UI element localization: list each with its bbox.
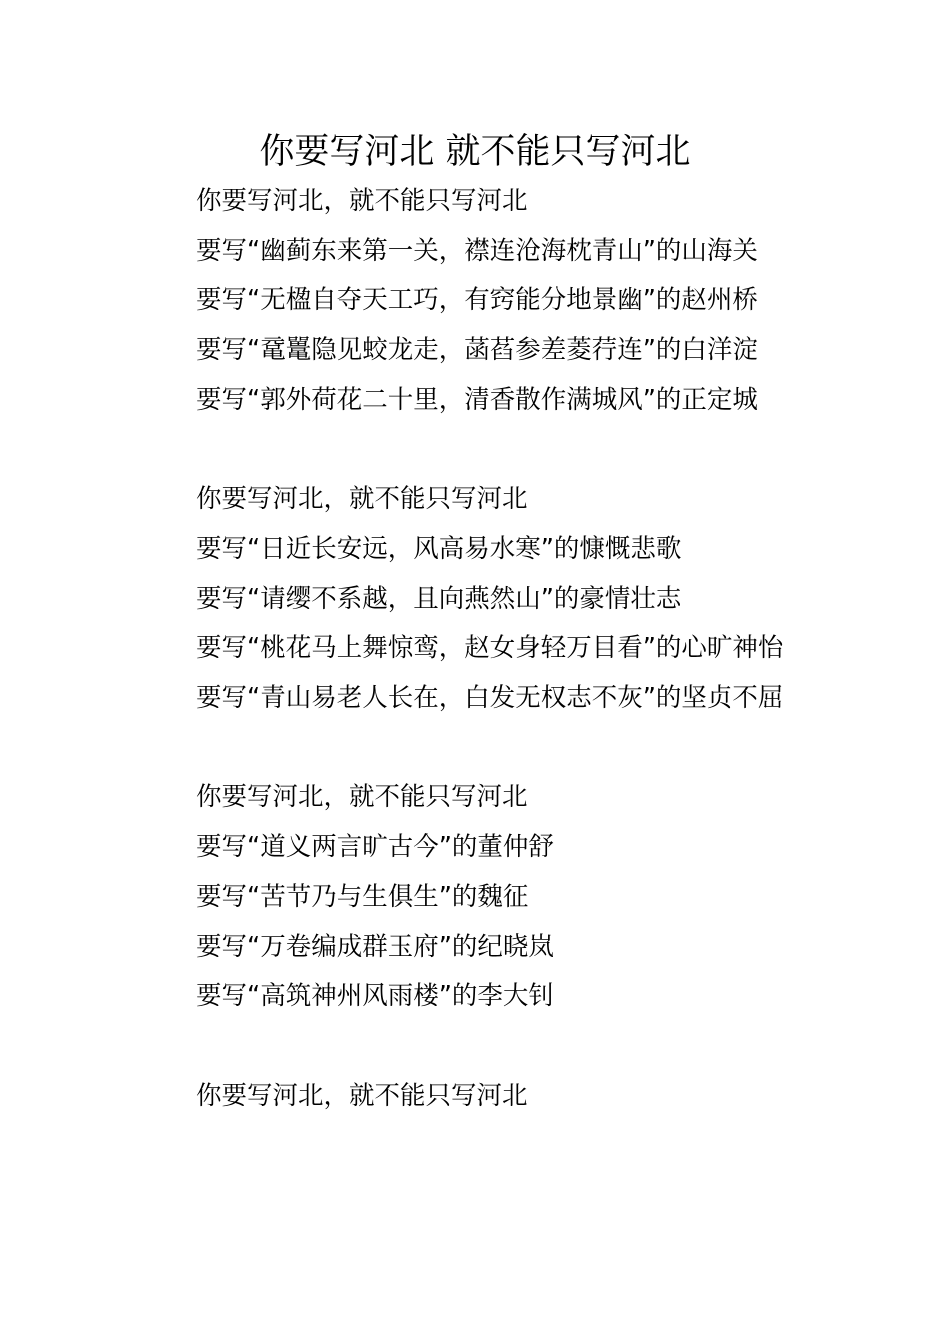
poem-line: 你要写河北，就不能只写河北 (196, 782, 528, 813)
poem-line: 你要写河北，就不能只写河北 (196, 484, 528, 515)
poem-line: 要写“桃花马上舞惊鸾，赵女身轻万目看”的心旷神怡 (196, 633, 784, 664)
poem-line: 要写“高筑神州风雨楼”的李大钊 (196, 981, 554, 1012)
poem-line: 要写“郭外荷花二十里，清香散作满城风”的正定城 (196, 384, 758, 415)
poem-line: 要写“青山易老人长在，白发无权志不灰”的坚贞不屈 (196, 683, 784, 714)
poem-line: 要写“无楹自夺天工巧，有窍能分地景幽”的赵州桥 (196, 285, 758, 316)
stanza-4 (145, 1072, 810, 1122)
poem-body (145, 177, 810, 1121)
page-title: 你要写河北 就不能只写河北 (259, 132, 691, 172)
poem-line: 你要写河北，就不能只写河北 (196, 1080, 528, 1111)
poem-line: 要写“请缨不系越，且向燕然山”的豪情壮志 (196, 583, 682, 614)
stanza-spacer (145, 724, 810, 774)
stanza-1 (145, 177, 810, 426)
stanza-spacer (145, 426, 810, 476)
poem-line: 要写“苦节乃与生俱生”的魏征 (196, 881, 529, 912)
poem-line: 要写“鼋鼍隐见蛟龙走，菡萏参差菱荇连”的白洋淀 (196, 335, 758, 366)
poem-line: 要写“幽蓟东来第一关，襟连沧海枕青山”的山海关 (196, 235, 758, 266)
poem-line: 要写“道义两言旷古今”的董仲舒 (196, 832, 554, 863)
poem-line: 要写“日近长安远，风高易水寒”的慷慨悲歌 (196, 533, 682, 564)
stanza-3 (145, 773, 810, 1022)
stanza-spacer (145, 1022, 810, 1072)
poem-line: 要写“万卷编成群玉府”的纪晓岚 (196, 931, 554, 962)
poem-line: 你要写河北，就不能只写河北 (196, 186, 528, 216)
stanza-2 (145, 475, 810, 724)
